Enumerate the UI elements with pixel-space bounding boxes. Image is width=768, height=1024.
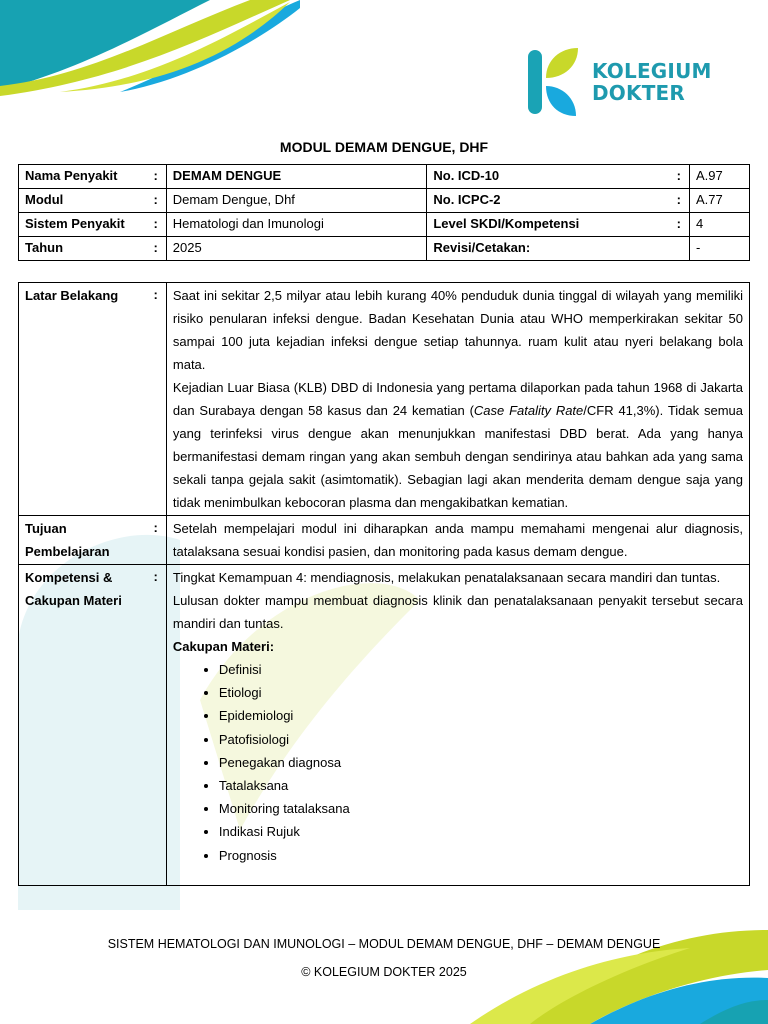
info-table [18, 164, 750, 261]
list-item: • Patofisiologi [219, 728, 743, 751]
cakupan-list [173, 658, 743, 867]
info-row [19, 213, 750, 237]
paragraph: Tingkat Kemampuan 4: mendiagnosis, melakukan penatalaksanaan secara mandiri dan tuntas. [172, 570, 721, 585]
info-value: - [690, 237, 750, 261]
info-value: A.97 [690, 165, 750, 189]
section-label: Kompetensi & Cakupan Materi : [19, 565, 167, 886]
list-item: • Indikasi Rujuk [219, 820, 743, 843]
section-kompetensi [19, 565, 750, 886]
footer-copyright: © KOLEGIUM DOKTER 2025 [301, 965, 467, 979]
info-row [19, 237, 750, 261]
section-label: Tujuan Pembelajaran : [19, 516, 167, 565]
info-label: Nama Penyakit : [19, 165, 167, 189]
list-item: • Etiologi [219, 681, 743, 704]
paragraph: Saat ini sekitar 2,5 milyar atau lebih kurang 40% penduduk dunia tinggal di wilayah yang memiliki risiko penularan infeksi dengue. Badan Kesehatan Dunia atau WHO memperkirakan sekitar 50 sampai 100 juta kejadian infeksi dengue setiap tahunnya. ruam kulit atau nyeri belakang bola mata. [172, 288, 743, 372]
info-label: No. ICPC-2 : [427, 189, 690, 213]
info-row [19, 165, 750, 189]
list-item: • Penegakan diagnosa [219, 751, 743, 774]
info-value: 2025 [166, 237, 427, 261]
info-value: DEMAM DENGUE [166, 165, 427, 189]
section-body [166, 283, 749, 516]
section-latar-belakang [19, 283, 750, 516]
list-item: • Epidemiologi [219, 704, 743, 727]
logo-k-icon [528, 46, 580, 118]
info-label: Tahun : [19, 237, 167, 261]
content-table [18, 282, 750, 886]
info-label: No. ICD-10 : [427, 165, 690, 189]
info-label: Level SKDI/Kompetensi : [427, 213, 690, 237]
info-value: Demam Dengue, Dhf [166, 189, 427, 213]
info-value: Hematologi dan Imunologi [166, 213, 427, 237]
info-row [19, 189, 750, 213]
cakupan-title: Cakupan Materi: [172, 639, 275, 654]
logo-text-line2: DOKTER [592, 81, 686, 105]
section-body: Setelah mempelajari modul ini diharapkan anda mampu memahami mengenai alur diagnosis, tatalaksana sesuai kondisi pasien, dan monitoring pada kasus demam dengue. [166, 516, 749, 565]
section-label: Latar Belakang : [19, 283, 167, 516]
list-item: • Prognosis [219, 844, 743, 867]
list-item: • Monitoring tatalaksana [219, 797, 743, 820]
info-label: Revisi/Cetakan: [427, 237, 690, 261]
page-title: MODUL DEMAM DENGUE, DHF [279, 139, 489, 155]
info-label: Modul : [19, 189, 167, 213]
section-tujuan [19, 516, 750, 565]
kolegium-logo [528, 46, 712, 118]
info-value: A.77 [690, 189, 750, 213]
paragraph: Lulusan dokter mampu membuat diagnosis klinik dan penatalaksanaan penyakit tersebut secara mandiri dan tuntas. [172, 593, 743, 631]
list-item: • Tatalaksana [219, 774, 743, 797]
info-label: Sistem Penyakit : [19, 213, 167, 237]
paragraph: Kejadian Luar Biasa (KLB) DBD di Indonesia yang pertama dilaporkan pada tahun 1968 di Jakarta dan Surabaya dengan 58 kasus dan 24 kematian (Case Fatality Rate/CFR 41,3%). Tidak semua yang terinfeksi virus dengue akan menunjukkan manifestasi DBD berat. Ada yang hanya bermanifestasi demam ringan yang akan sembuh dengan sendirinya atau bahkan ada yang sama sekali tanpa gejala sakit (asimtomatik). Sebagian lagi akan menderita demam dengue saja yang tidak menimbulkan kebocoran plasma dan mengakibatkan kematian. [172, 380, 743, 510]
logo-text-line1: KOLEGIUM [592, 59, 712, 83]
footer-line1: SISTEM HEMATOLOGI DAN IMUNOLOGI – MODUL DEMAM DENGUE, DHF – DEMAM DENGUE [107, 937, 661, 951]
list-item: • Definisi [219, 658, 743, 681]
section-body [166, 565, 749, 886]
info-value: 4 [690, 213, 750, 237]
